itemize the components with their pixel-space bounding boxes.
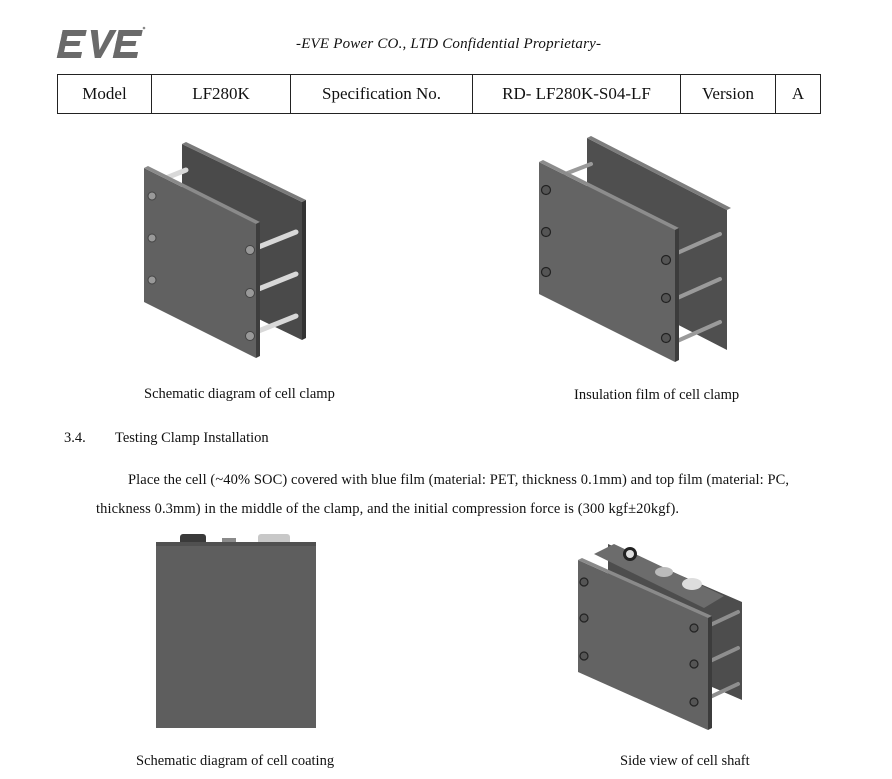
confidential-note: -EVE Power CO., LTD Confidential Proprietary- (296, 36, 602, 52)
section-title: Testing Clamp Installation (115, 430, 269, 446)
spec-table (57, 74, 821, 114)
shaft-caption: Side view of cell shaft (620, 753, 750, 769)
spec-label: Specification No. (291, 75, 473, 114)
cell-clamp-figure (138, 140, 308, 365)
model-value: LF280K (152, 75, 291, 114)
spec-value: RD- LF280K-S04-LF (473, 75, 681, 114)
version-value: A (776, 75, 821, 114)
eve-logo (56, 24, 146, 64)
insulation-film-figure (535, 134, 735, 366)
insulation-caption: Insulation film of cell clamp (574, 387, 740, 403)
cell-coating-figure (150, 532, 320, 732)
paragraph-line-2: thickness 0.3mm) in the middle of the clamp, and the initial compression force is (300 kgf±20kgf). (96, 501, 680, 517)
section-heading (64, 430, 269, 447)
paragraph-line-1: Place the cell (~40% SOC) covered with blue film (material: PET, thickness 0.1mm) and top film (material: PC, (128, 472, 790, 488)
clamp-caption: Schematic diagram of cell clamp (144, 386, 335, 402)
cell-shaft-figure (574, 540, 749, 735)
model-label: Model (58, 75, 152, 114)
version-label: Version (681, 75, 776, 114)
coating-caption: Schematic diagram of cell coating (136, 753, 335, 769)
section-number: 3.4. (64, 430, 86, 446)
